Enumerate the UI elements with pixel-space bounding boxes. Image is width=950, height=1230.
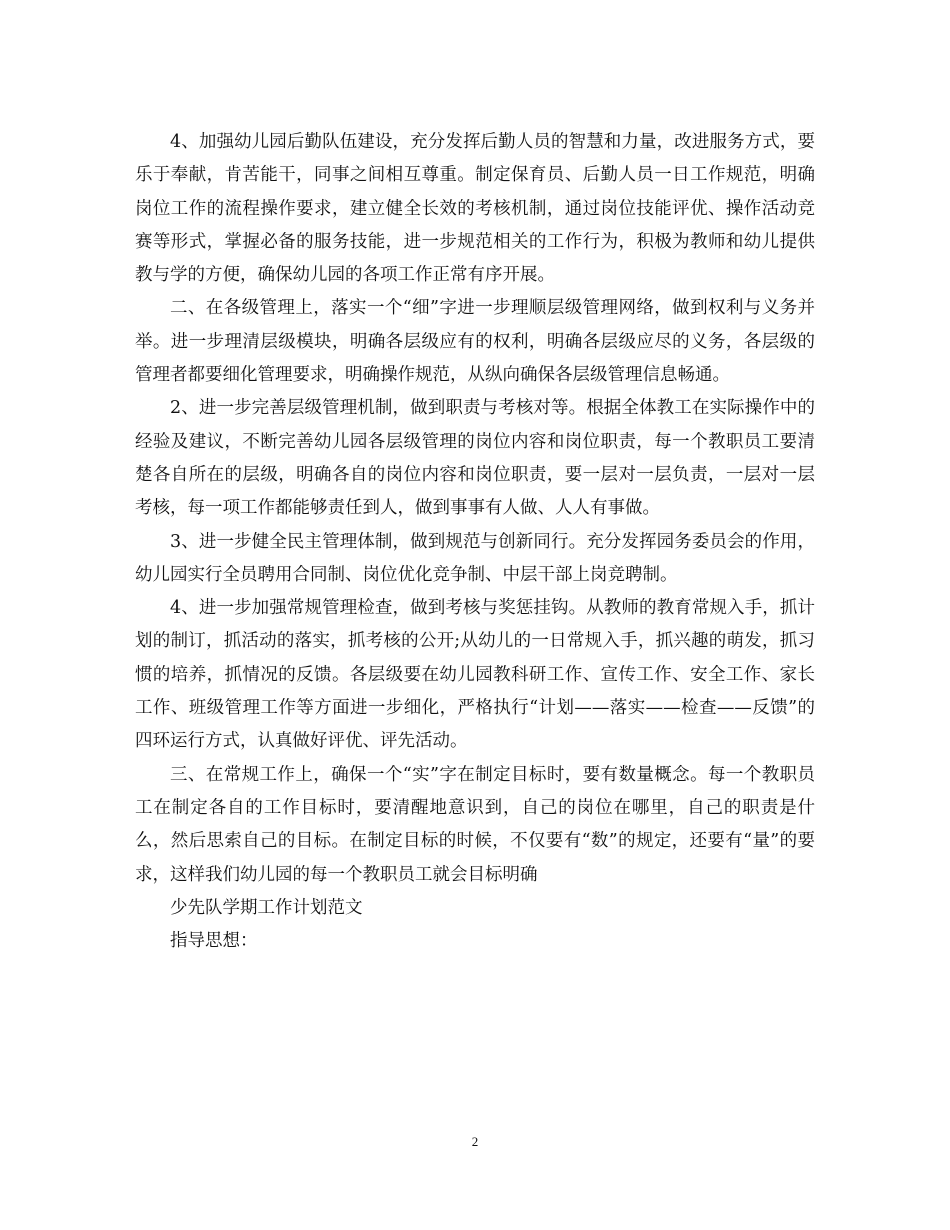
paragraph-level-mechanism: 2、进一步完善层级管理机制，做到职责与考核对等。根据全体教工在实际操作中的经验及建议，不断完善幼儿园各层级管理的岗位内容和岗位职责，每一个教职员工要清楚各自所在的层级，明确各自的岗位内容和岗位职责，要一层对一层负责，一层对一层考核，每一项工作都能够责任到人，做到事事有人做、人人有事做。 [135,398,815,519]
paragraph-logistics-team: 4、加强幼儿园后勤队伍建设，充分发挥后勤人员的智慧和力量，改进服务方式，要乐于奉献，肯苦能干，同事之间相互尊重。制定保育员、后勤人员一日工作规范，明确岗位工作的流程操作要求，建立健全长效的考核机制，通过岗位技能评优、操作活动竞赛等形式，掌握必备的服务技能，进一步规范相关的工作行为，积极为教师和幼儿提供教与学的方便，确保幼儿园的各项工作正常有序开展。 [135,132,815,286]
page-number: 2 [471,1134,479,1149]
section-heading-guiding-thought: 指导思想： [170,931,258,952]
paragraph-routine-work: 三、在常规工作上，确保一个“实”字在制定目标时，要有数量概念。每一个教职员工在制定各自的工作目标时，要清醒地意识到，自己的岗位在哪里，自己的职责是什么，然后思索自己的目标。在制定目标的时候，不仅要有“数”的规定，还要有“量”的要求，这样我们幼儿园的每一个教职员工就会目标明确 [135,764,815,885]
paragraph-routine-inspection: 4、进一步加强常规管理检查，做到考核与奖惩挂钩。从教师的教育常规入手，抓计划的制订，抓活动的落实，抓考核的公开;从幼儿的一日常规入手，抓兴趣的萌发，抓习惯的培养，抓情况的反馈。各层级要在幼儿园教科研工作、宣传工作、安全工作、家长工作、班级管理工作等方面进一步细化，严格执行“计划——落实——检查——反馈”的四环运行方式，认真做好评优、评先活动。 [135,598,815,752]
section-heading-work-plan: 少先队学期工作计划范文 [170,897,363,918]
document-body [135,126,815,958]
paragraph-democratic-management: 3、进一步健全民主管理体制，做到规范与创新同行。充分发挥园务委员会的作用，幼儿园实行全员聘用合同制、岗位优化竞争制、中层干部上岗竞聘制。 [135,531,815,585]
paragraph-management-levels: 二、在各级管理上，落实一个“细”字进一步理顺层级管理网络，做到权利与义务并举。进一步理清层级模块，明确各层级应有的权利，明确各层级应尽的义务，各层级的管理者都要细化管理要求，明确操作规范，从纵向确保各层级管理信息畅通。 [135,298,815,386]
